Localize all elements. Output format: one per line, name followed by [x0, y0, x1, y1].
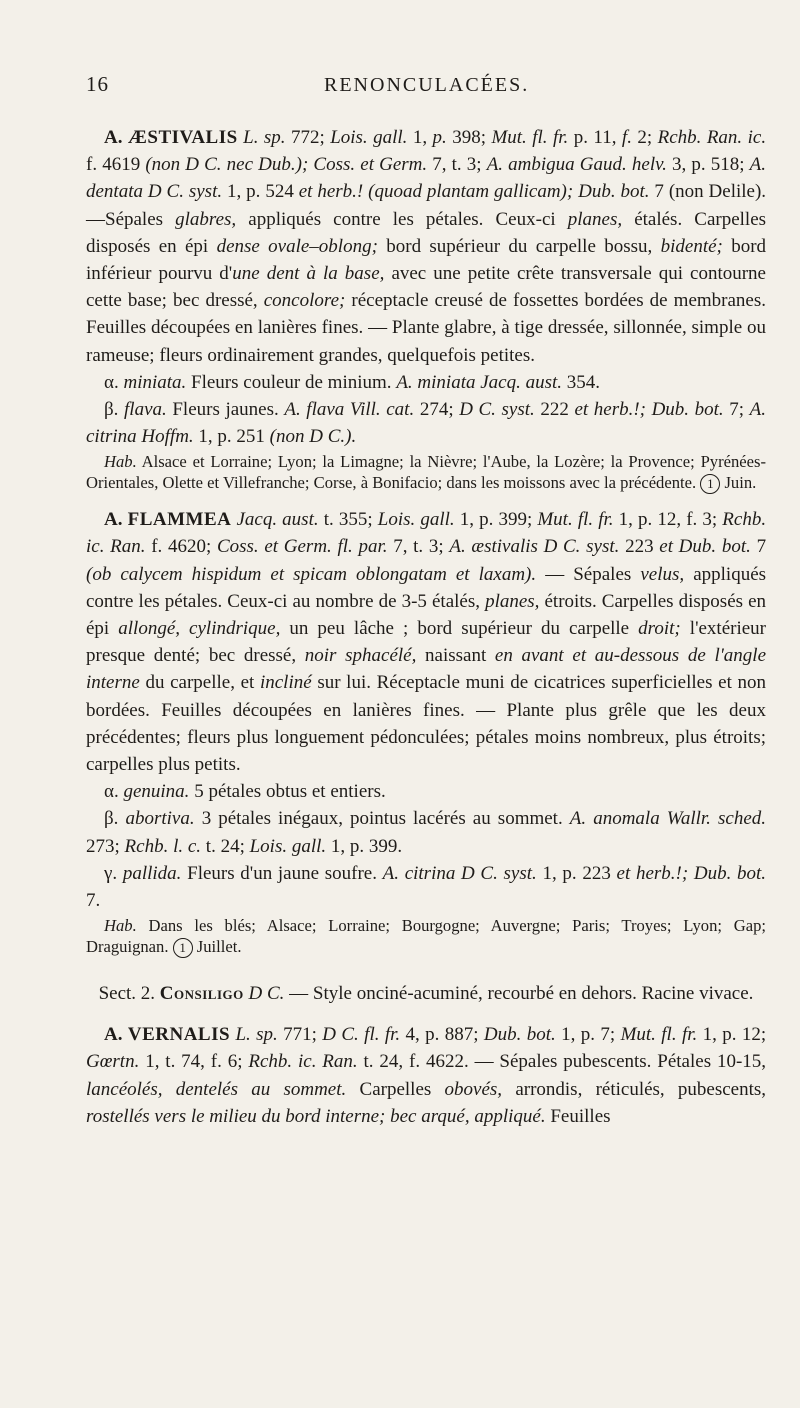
variety-name: miniata. [123, 371, 187, 393]
description-text: arrondis, réticulés, pubescents, [515, 1078, 767, 1100]
citation-source: L. sp. [235, 1024, 278, 1046]
description-text: Feuilles [550, 1105, 611, 1127]
variety-citation: D C. syst. [459, 399, 535, 421]
variety-citation-detail: 7; [729, 399, 745, 421]
variety-flava [86, 396, 766, 450]
citation-detail: 7, t. 3; [393, 536, 444, 558]
variety-pallida [86, 860, 766, 914]
herbarium-note: et herb.! [298, 181, 364, 203]
citation-note: (non D C. nec Dub.); [145, 154, 309, 176]
description-text: Carpelles [359, 1078, 432, 1100]
citation-page: 398; [452, 127, 487, 148]
citation-detail: f. 4620; [151, 536, 212, 558]
citation-source: Mut. fl. fr. [620, 1024, 698, 1046]
author-citation: L. sp. [243, 127, 286, 148]
variety-description: Fleurs jaunes. [172, 399, 279, 421]
citation-detail: 1, p. 399; [459, 509, 533, 531]
variety-citation-end: 354. [566, 371, 601, 393]
variety-greek-letter: β. [104, 808, 119, 830]
section-heading [86, 980, 766, 1007]
citation-source: Coss. et Germ. fl. par. [216, 536, 388, 558]
description-text: avec une petite crête transversale qui contourne cette base; bec dressé, [86, 263, 766, 312]
variety-citation-detail: 1, p. 223 [542, 862, 611, 884]
citation-detail: 1, p. 12, f. 3; [618, 509, 718, 531]
variety-citation-detail: t. 24; [205, 835, 245, 857]
description-text: bord inférieur pourvu d' [86, 235, 767, 285]
variety-description: Fleurs couleur de minium. [191, 371, 392, 393]
variety-citation: (non D C.). [269, 426, 357, 448]
variety-citation-detail: 273; [86, 835, 120, 857]
citation-source: Lois. gall. [377, 509, 455, 531]
description-text: étalés. Carpelles disposés en épi [86, 208, 767, 257]
variety-description: 3 pétales inégaux, pointus lacérés au sommet. [201, 808, 563, 830]
species-name: VERNALIS [127, 1024, 231, 1046]
habitat-label: Hab. [104, 452, 137, 472]
section-number: Sect. 2. [98, 983, 156, 1005]
variety-citation: A. anomala Wallr. sched. [569, 808, 767, 830]
latin-note: (ob calycem hispidum et spicam oblongatam et laxam). [86, 563, 537, 585]
citation-source: Rchb. ic. Ran. [86, 509, 767, 558]
section-description: — Style onciné-acuminé, recourbé en dehors. Racine vivace. [289, 983, 754, 1005]
habitat-text: Alsace et Lorraine; Lyon; la Limagne; la Nièvre; l'Aube, la Lozère; la Provence; Pyrénées-Orientales, Olette et Villefranche; Corse, à Bonifacio; dans les moissons avec la précédente. [86, 452, 766, 493]
variety-description: Fleurs d'un jaune soufre. [187, 862, 377, 884]
emphasis-term: planes, [485, 590, 540, 612]
citation-source: Dub. bot. [578, 181, 650, 203]
variety-miniata [86, 369, 766, 396]
description-text: — Sépales pubescents. Pétales 10-15, [474, 1051, 767, 1073]
variety-citation: A. flava Vill. cat. [284, 399, 415, 421]
emphasis-term: allongé, cylindrique, [118, 618, 281, 640]
citation-detail: 1, p. 524 [227, 181, 294, 203]
citation-source: Mut. fl. fr. [537, 509, 614, 531]
document-page [86, 72, 766, 1130]
citation-detail: 7, t. 3; [432, 154, 482, 176]
citation-source: Coss. et Germ. [313, 154, 428, 176]
citation-figure: 2; [637, 127, 653, 148]
description-text: 7 (non Delile).—Sépales [86, 181, 767, 230]
description-text: réceptacle creusé de fossettes bordées de membranes. Feuilles découpées en lanières fines. — Plante glabre, à tige dressée, sillonnée, simple ou rameuse; fleurs ordinairement grandes, quelquefois petites. [86, 290, 767, 366]
citation-detail: 1, t. 74, f. 6; [145, 1051, 243, 1073]
citation-detail: t. 24, f. 4622. [363, 1051, 469, 1073]
description-text: sur lui. Réceptacle muni de cicatrices superficielles et non bordées. Feuilles découpées en lanières fines. — Plante plus grêle que les deux précédentes; fleurs plus longuement pédonculées; pétales moins nombreux, plus étroits; carpelles plus petits. [86, 672, 766, 776]
citation-detail: 3, p. 518; [672, 154, 745, 176]
flowering-month: Juin. [724, 473, 757, 493]
variety-genuina [86, 778, 766, 805]
annual-symbol: 1 [173, 938, 193, 958]
variety-citation: et herb.!; Dub. bot. [616, 862, 767, 884]
emphasis-term: incliné [259, 672, 312, 694]
citation-detail: 1, p. 12; [702, 1024, 767, 1046]
chapter-title: RENONCULACÉES. [324, 74, 530, 96]
variety-citation: A. citrina D C. syst. [382, 862, 537, 884]
citation-figure: f. 4619 [86, 154, 141, 176]
emphasis-term: glabres, [175, 208, 237, 230]
synonym: A. dentata [86, 154, 767, 203]
variety-citation-detail: 1, p. 251 [198, 426, 265, 448]
species-name: ÆSTIVALIS [127, 127, 238, 148]
variety-citation: A. citrina Hoffm. [86, 399, 767, 448]
habitat-text: Dans les blés; Alsace; Lorraine; Bourgogne; Auvergne; Paris; Troyes; Lyon; Gap; Draguignan. [86, 916, 766, 957]
emphasis-term: droit; [638, 618, 681, 640]
citation-detail: t. 355; [323, 509, 373, 531]
variety-abortiva [86, 805, 766, 859]
description-text: étroits. Carpelles disposés en épi [86, 590, 767, 640]
citation-source: Dub. bot. [483, 1024, 556, 1046]
latin-note: (quoad plantam gallicam); [368, 181, 574, 203]
emphasis-term: noir sphacélé, [304, 645, 417, 667]
variety-citation-detail: 274; [419, 399, 454, 421]
emphasis-term: lancéolés, dentelés au sommet. [86, 1078, 347, 1100]
citation-detail: 771; [283, 1024, 317, 1046]
emphasis-term: bidenté; [660, 235, 723, 257]
running-head [86, 72, 766, 106]
variety-name: abortiva. [125, 808, 195, 830]
variety-citation-detail: 1, p. 399. [330, 835, 403, 857]
variety-citation-detail: 7. [86, 890, 101, 912]
variety-name: genuina. [123, 781, 190, 803]
citation-source: Gaud. helv. [579, 154, 667, 176]
emphasis-term: une dent à la base, [232, 263, 385, 285]
variety-citation: A. miniata Jacq. aust. [396, 371, 563, 393]
variety-name: pallida. [122, 862, 182, 884]
synonym: A. æstivalis D C. syst. [449, 536, 620, 558]
citation-figure-prefix: f. [621, 127, 632, 148]
species-name: FLAMMEA [127, 509, 232, 531]
synonym: A. ambigua [486, 154, 575, 176]
citation-source: Rchb. Ran. ic. [657, 127, 767, 148]
emphasis-term: velus, [640, 563, 685, 585]
citation-source: D C. syst. [147, 181, 223, 203]
variety-citation-detail: 222 [540, 399, 569, 421]
species-entry-flammea [86, 506, 766, 778]
species-lead: A. [104, 1024, 123, 1046]
citation-page-prefix: p. [432, 127, 447, 148]
emphasis-term: rostellés vers le milieu du bord interne; bec arqué, appliqué. [86, 1105, 546, 1127]
variety-greek-letter: β. [104, 399, 119, 421]
section-author: D C. [248, 983, 285, 1005]
variety-greek-letter: α. [104, 781, 119, 803]
citation-source: et Dub. bot. [659, 536, 751, 558]
description-text: du carpelle, et [145, 672, 255, 694]
description-text: — Sépales [545, 563, 632, 585]
species-entry-vernalis [86, 1021, 766, 1130]
habitat-note [86, 452, 766, 494]
emphasis-term: planes, [567, 208, 623, 230]
habitat-note [86, 916, 766, 958]
variety-citation: Rchb. l. c. [124, 835, 202, 857]
variety-description: 5 pétales obtus et entiers. [194, 781, 386, 803]
section-name: Consiligo [159, 983, 244, 1005]
variety-citation: Lois. gall. [249, 835, 327, 857]
annual-symbol: 1 [700, 474, 720, 494]
emphasis-term: en avant et au-dessous de l'angle interne [86, 645, 767, 694]
page-number: 16 [86, 72, 109, 96]
description-text: naissant [425, 645, 487, 667]
description-text: un peu lâche ; bord supérieur du carpelle [289, 618, 630, 640]
citation-detail: 7 [756, 536, 767, 558]
citation-volume: 1, [412, 127, 428, 148]
habitat-label: Hab. [104, 916, 137, 936]
emphasis-term: dense ovale–oblong; [216, 235, 378, 257]
description-text: bord supérieur du carpelle bossu, [386, 235, 653, 257]
description-text: l'extérieur presque denté; bec dressé, [86, 618, 767, 667]
citation-detail: p. 11, [573, 127, 617, 148]
species-entry-aestivalis [86, 124, 766, 369]
description-text: appliqués contre les pétales. Ceux-ci [248, 208, 556, 230]
species-lead: A. [104, 127, 123, 148]
citation-source: D C. fl. fr. [322, 1024, 401, 1046]
citation-source: Gœrtn. [86, 1051, 140, 1073]
variety-name: flava. [124, 399, 167, 421]
flowering-month: Juillet. [196, 937, 242, 957]
citation-number: 772; [290, 127, 325, 148]
author-citation: Jacq. aust. [236, 509, 319, 531]
emphasis-term: obovés, [444, 1078, 503, 1100]
citation-detail: 4, p. 887; [405, 1024, 479, 1046]
citation-source: Lois. gall. [330, 127, 408, 148]
variety-citation: et herb.!; Dub. bot. [574, 399, 724, 421]
citation-source: Mut. fl. fr. [491, 127, 569, 148]
citation-detail: 1, p. 7; [561, 1024, 616, 1046]
description-text: appliqués contre les pétales. Ceux-ci au nombre de 3-5 étalés, [86, 563, 767, 612]
citation-source: Rchb. ic. Ran. [248, 1051, 358, 1073]
species-lead: A. [104, 509, 123, 531]
variety-greek-letter: γ. [104, 862, 118, 884]
citation-detail: 223 [625, 536, 654, 558]
variety-greek-letter: α. [104, 371, 119, 393]
emphasis-term: concolore; [263, 290, 346, 312]
